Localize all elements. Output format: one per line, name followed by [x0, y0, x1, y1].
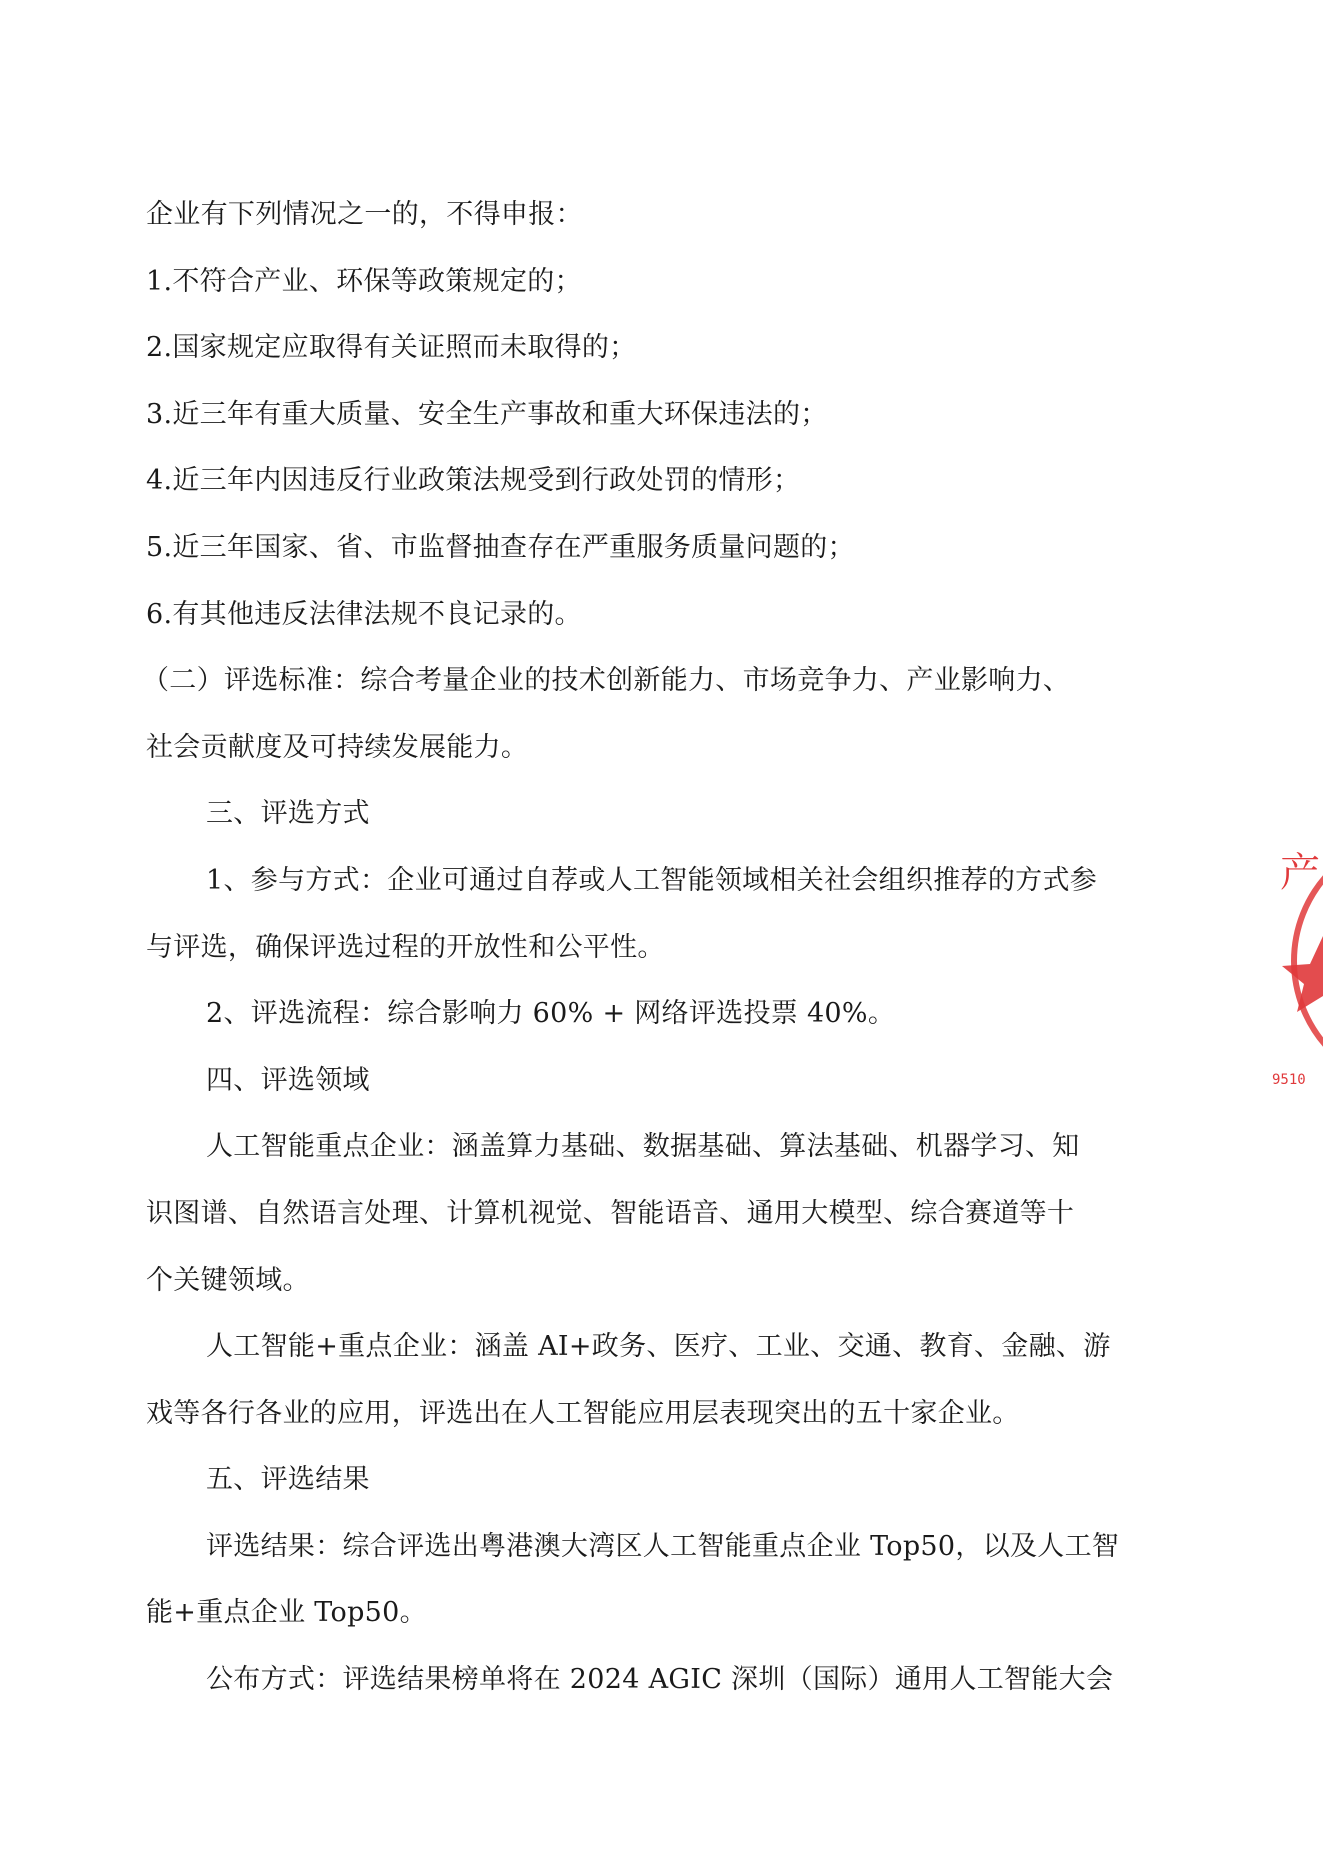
text-line: 公布方式：评选结果榜单将在 2024 AGIC 深圳（国际）通用人工智能大会: [206, 1664, 1114, 1696]
seal-char: 产: [1280, 850, 1320, 896]
official-seal-stamp: [1272, 826, 1323, 1096]
text-line: 2、评选流程：综合影响力 60% + 网络评选投票 40%。: [206, 998, 896, 1030]
text-line: 与评选，确保评选过程的开放性和公平性。: [146, 931, 665, 963]
text-line: 评选结果：综合评选出粤港澳大湾区人工智能重点企业 Top50，以及人工智: [206, 1530, 1120, 1562]
section-criteria-line: （二）评选标准：综合考量企业的技术创新能力、市场竞争力、产业影响力、: [142, 665, 1071, 697]
text-line: 1、参与方式：企业可通过自荐或人工智能领域相关社会组织推荐的方式参: [206, 864, 1098, 896]
seal-digits: 9510: [1272, 1072, 1306, 1088]
section-heading: 四、评选领域: [206, 1064, 370, 1096]
text-line: 企业有下列情况之一的，不得申报：: [146, 199, 583, 230]
text-line: 能+重点企业 Top50。: [146, 1597, 427, 1629]
list-item: 6.有其他违反法律法规不良记录的。: [146, 598, 582, 630]
section-heading: 五、评选结果: [206, 1464, 370, 1496]
text-line: 识图谱、自然语言处理、计算机视觉、智能语音、通用大模型、综合赛道等十: [146, 1197, 1075, 1229]
list-item: 3.近三年有重大质量、安全生产事故和重大环保违法的；: [146, 398, 828, 430]
text-line: 戏等各行各业的应用，评选出在人工智能应用层表现突出的五十家企业。: [146, 1397, 1020, 1429]
text-line: 人工智能+重点企业：涵盖 AI+政务、医疗、工业、交通、教育、金融、游: [206, 1331, 1111, 1363]
list-item: 4.近三年内因违反行业政策法规受到行政处罚的情形；: [146, 465, 801, 497]
list-item: 5.近三年国家、省、市监督抽查存在严重服务质量问题的；: [146, 531, 855, 563]
seal-star: [1282, 936, 1323, 1012]
list-item: 1.不符合产业、环保等政策规定的；: [146, 265, 582, 297]
text-line: 个关键领域。: [146, 1264, 310, 1296]
seal-graphic: [1272, 826, 1323, 1096]
list-item: 2.国家规定应取得有关证照而未取得的；: [146, 332, 637, 364]
text-line: 人工智能重点企业：涵盖算力基础、数据基础、算法基础、机器学习、知: [206, 1131, 1080, 1163]
document-body: [142, 182, 1176, 1714]
section-heading: 三、评选方式: [206, 798, 370, 830]
text-line: 社会贡献度及可持续发展能力。: [146, 731, 529, 763]
